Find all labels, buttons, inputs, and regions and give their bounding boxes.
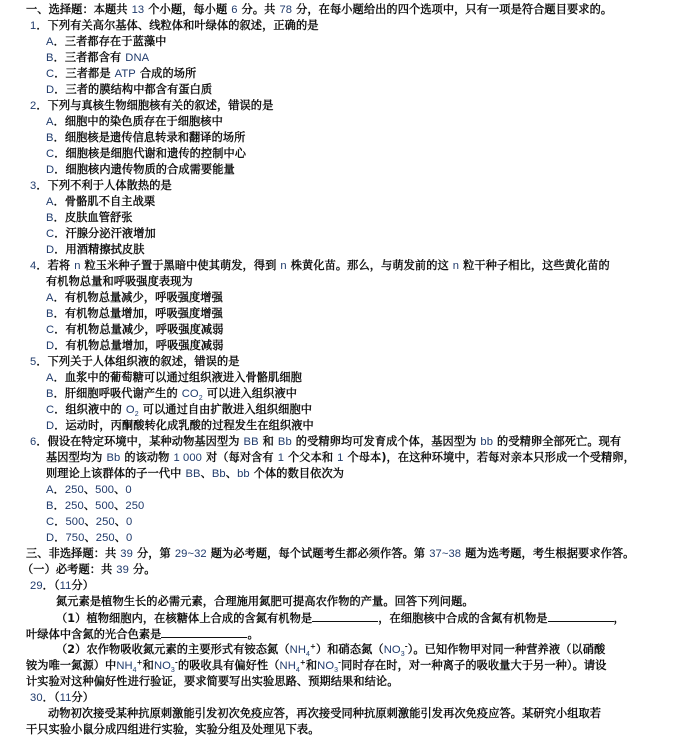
question-6-stem-line2: [46, 450, 635, 466]
formula-subscript: 4: [306, 651, 310, 659]
question-number: 5: [30, 356, 37, 368]
option-term: ATP: [114, 68, 136, 80]
option-text: 细胞核内遗传物质的合成需要能量: [65, 163, 235, 176]
option-text: 运动时，丙酮酸转化成乳酸的过程发生在组织液中: [65, 419, 314, 432]
question-1-stem: [30, 18, 319, 34]
q6-option-b: B．250、500、250: [46, 499, 145, 512]
section-points: 39: [120, 548, 133, 560]
header-text: 个小题，每小题: [144, 3, 232, 16]
part-text: （2）农作物吸收氮元素的主要形式有铵态氮（: [56, 643, 290, 656]
q5-option-d: D．运动时，丙酮酸转化成乳酸的过程发生在组织液中: [46, 419, 314, 432]
option-value: 0: [125, 484, 132, 496]
count: 1: [277, 452, 285, 464]
question-text: 粒干种子相比，这些黄化苗的: [459, 259, 610, 272]
question-number: 30: [30, 692, 43, 704]
option-text: 血浆中的葡萄糖可以通过组织液进入骨骼肌细胞: [64, 371, 302, 384]
option-text: 细胞核是遗传信息转录和翻译的场所: [64, 131, 246, 144]
question-text: 个体的数目依次为: [249, 467, 345, 480]
variable-n: n: [74, 260, 81, 272]
header-text: 一、选择题：本题共: [26, 3, 132, 16]
option-text: 可以通过自由扩散进入组织细胞中: [138, 403, 313, 416]
q6-option-d: D．750、250、0: [46, 531, 133, 544]
option-letter: C: [46, 68, 55, 80]
option-value: 250: [95, 516, 115, 528]
part-text: 。: [247, 628, 259, 641]
option-value: 0: [126, 516, 133, 528]
option-text: 骨骼肌不自主战栗: [64, 195, 156, 208]
separator: 、: [225, 467, 238, 480]
q4-option-d: D．有机物总量增加，呼吸强度减弱: [46, 339, 224, 352]
option-text: 组织液中的: [65, 403, 126, 416]
option-text: 三者都是: [65, 67, 115, 80]
option-letter: C: [46, 324, 55, 336]
header-text: 题为必考题，每个试题考生都必须作答。第: [206, 547, 430, 560]
nitrate-formula: NO: [317, 660, 335, 672]
option-value: 250: [64, 484, 84, 496]
option-letter: D: [46, 244, 55, 256]
ammonium-formula: NH: [279, 660, 296, 672]
question-29-part2: [56, 642, 605, 658]
option-letter: A: [46, 36, 54, 48]
header-text: 分，第: [132, 547, 175, 560]
genotype: bb: [480, 436, 494, 448]
question-number: 3: [30, 180, 37, 192]
genotype: Bb: [106, 452, 121, 464]
option-value: 0: [126, 532, 133, 544]
section3-header: [26, 546, 634, 562]
option-text: 用酒精擦拭皮肤: [65, 243, 145, 256]
q1-option-b: B．三者都含有 DNA: [46, 51, 150, 64]
charge-superscript: -: [338, 658, 342, 667]
chemical-formula: O: [125, 404, 135, 416]
question-30-header: 30．（11分）: [30, 691, 95, 704]
option-value: 500: [65, 516, 85, 528]
q1-option-c: C．三者都是 ATP 合成的场所: [46, 67, 197, 80]
part-text: 和: [305, 659, 318, 672]
option-text: 三者都存在于蓝藻中: [64, 35, 167, 48]
genotype: Bb: [277, 436, 292, 448]
header-text: 分。共: [237, 3, 280, 16]
question-points: 11: [59, 692, 72, 704]
separator: 、: [200, 467, 212, 480]
number-dot: ．: [36, 19, 48, 32]
formula-subscript: 3: [334, 667, 339, 675]
formula-subscript: 2: [134, 411, 139, 419]
part-text: 铵为唯一氮源）中: [26, 659, 117, 672]
formula-subscript: 4: [295, 667, 300, 675]
option-letter: B: [46, 132, 54, 144]
intro-text: 氮元素是植物生长的必需元素，合理施用氮肥可提高农作物的产量。回答下列问题。: [56, 595, 474, 608]
formula-subscript: 3: [170, 667, 175, 675]
question-4-stem-line2: [46, 274, 193, 290]
q4-option-c: C．有机物总量减少，呼吸强度减弱: [46, 323, 224, 336]
paren: （: [53, 691, 60, 704]
paren: （: [53, 579, 60, 592]
option-letter: B: [46, 500, 54, 512]
question-6-stem: 6．假设在特定环境中，某种动物基因型为 BB 和 Bb 的受精卵均可发育成个体，基因型为 bb 的受精卵全部死亡。现有: [30, 435, 622, 448]
question-text: 下列与真核生物细胞核有关的叙述，错误的是: [47, 99, 274, 112]
paren: 分）: [71, 691, 95, 704]
option-text: 有机物总量减少，呼吸强度增强: [64, 291, 223, 304]
option-letter: A: [46, 292, 54, 304]
optional-range: 37~38: [429, 548, 462, 560]
option-letter: A: [46, 484, 54, 496]
q1-option-a: A．三者都存在于蓝藻中: [46, 35, 167, 48]
question-text: 和: [258, 435, 278, 448]
option-value: 500: [95, 484, 115, 496]
question-count: 13: [131, 4, 145, 16]
nitrate-formula: NO: [153, 660, 171, 672]
option-value: 250: [95, 532, 115, 544]
option-text: 可以进入组织液中: [202, 387, 298, 400]
q5-option-a: A．血浆中的葡萄糖可以通过组织液进入骨骼肌细胞: [46, 371, 302, 384]
question-30-line2: [26, 722, 319, 738]
genotype: bb: [237, 468, 250, 480]
option-value: 500: [95, 500, 115, 512]
q2-option-a: A．细胞中的染色质存在于细胞核中: [46, 115, 223, 128]
header-text: 题为选考题，考生根据要求作答。: [461, 547, 635, 560]
subheader-text: （一）必考题：共: [22, 563, 117, 576]
option-letter: A: [46, 372, 54, 384]
part-text: （1）植物细胞内，在核糖体上合成的含氮有机物是: [56, 612, 313, 625]
option-text: 三者都含有: [64, 51, 126, 64]
question-text: 个母本)，在这种环境中，若每对亲本只形成一个受精卵，: [343, 451, 635, 464]
count: 1: [337, 452, 344, 464]
paren: 分）: [71, 579, 95, 592]
subsection-points: 39: [116, 564, 129, 576]
question-number: 6: [30, 436, 37, 448]
part-text: ）。已知作物甲对同一种营养液（以硝酸: [407, 643, 606, 656]
q2-option-c: C．细胞核是细胞代谢和遗传的控制中心: [46, 147, 247, 160]
option-text: 肝细胞呼吸代谢产生的: [64, 387, 182, 400]
q5-option-b: B．肝细胞呼吸代谢产生的 $CO_2$ 可以进入组织液中: [46, 387, 298, 403]
formula-subscript: 4: [132, 667, 137, 675]
formula-subscript: 3: [400, 651, 405, 659]
option-letter: C: [46, 228, 55, 240]
question-3-stem: 3．下列不利于人体散热的是: [30, 179, 172, 192]
option-text: 有机物总量增加，呼吸强度增强: [64, 307, 223, 320]
option-term: DNA: [125, 52, 150, 64]
q2-option-d: D．细胞核内遗传物质的合成需要能量: [46, 163, 235, 176]
q1-option-d: D．三者的膜结构中都含有蛋白质: [46, 83, 213, 96]
option-letter: B: [46, 308, 54, 320]
section1-header: [26, 2, 612, 18]
q6-option-c: C．500、250、0: [46, 515, 133, 528]
question-6-stem-line3: [46, 466, 344, 482]
option-text: 有机物总量减少，呼吸强度减弱: [65, 323, 224, 336]
answer-blank[interactable]: [548, 610, 614, 622]
option-letter: A: [46, 196, 54, 208]
section3-subheader: [22, 562, 156, 578]
question-number: 2: [30, 100, 37, 112]
header-text: 三、非选择题：共: [26, 547, 121, 560]
question-29-part1: [56, 610, 625, 626]
ammonium-formula: NH: [289, 644, 306, 656]
option-value: 750: [65, 532, 85, 544]
answer-blank[interactable]: [312, 610, 378, 622]
question-text: 假设在特定环境中，某种动物基因型为: [47, 435, 244, 448]
question-29-part2-line3: [26, 674, 399, 690]
question-text: 若将: [47, 259, 75, 272]
variable-n: n: [452, 260, 460, 272]
option-text: 有机物总量增加，呼吸强度减弱: [65, 339, 224, 352]
option-value: 250: [125, 500, 145, 512]
question-number: 29: [30, 580, 43, 592]
question-29-part1-line2: [26, 626, 259, 642]
question-text: 有机物总量和呼吸强度表现为: [46, 275, 193, 288]
question-text: 粒玉米种子置于黑暗中使其萌发，得到: [80, 259, 281, 272]
question-4-stem: 4．若将 n 粒玉米种子置于黑暗中使其萌发，得到 n 株黄化苗。那么，与萌发前的这 n 粒干种子相比，这些黄化苗的: [30, 259, 610, 272]
q5-option-c: C．组织液中的 $O_2$ 可以通过自由扩散进入组织细胞中: [46, 403, 313, 419]
question-text: 下列有关高尔基体、线粒体和叶绿体的叙述，正确的是: [47, 19, 319, 32]
charge-superscript: +: [136, 658, 143, 667]
part-text: 和: [142, 659, 154, 672]
option-letter: C: [46, 404, 55, 416]
genotype: Bb: [211, 468, 226, 480]
q6-option-a: A．250、500、0: [46, 483, 132, 496]
question-text: 基因型均为: [46, 451, 107, 464]
option-value: 250: [64, 500, 84, 512]
option-letter: A: [46, 116, 54, 128]
q2-option-b: B．细胞核是遗传信息转录和翻译的场所: [46, 131, 246, 144]
variable-n: n: [280, 260, 287, 272]
ammonium-formula: NH: [116, 660, 133, 672]
charge-superscript: -: [404, 642, 408, 651]
question-29-part2-line2: [26, 658, 606, 674]
charge-superscript: +: [310, 642, 316, 651]
q3-option-d: D．用酒精擦拭皮肤: [46, 243, 145, 256]
q3-option-c: C．汗腺分泌汗液增加: [46, 227, 156, 240]
question-text: 对（每对含有: [201, 451, 278, 464]
part-text: 的吸收具有偏好性（: [177, 659, 280, 672]
part-text: 同时存在时，对一种离子的吸收量大于另一种）。请设: [341, 659, 607, 672]
q3-option-b: B．皮肤血管舒张: [46, 211, 133, 224]
charge-superscript: +: [299, 658, 306, 667]
option-text: 细胞中的染色质存在于细胞核中: [64, 115, 223, 128]
points-per-question: 6: [231, 4, 238, 16]
question-29-header: 29．（11分）: [30, 579, 95, 592]
option-letter: C: [46, 516, 55, 528]
option-letter: D: [46, 84, 55, 96]
question-30-line1: [48, 706, 601, 722]
question-text: 株黄化苗。那么，与萌发前的这: [286, 259, 453, 272]
question-text: 干只实验小鼠分成四组进行实验，实验分组及处理见下表。: [26, 723, 320, 736]
question-number: 1: [30, 20, 37, 32]
question-2-stem: 2．下列与真核生物细胞核有关的叙述，错误的是: [30, 99, 274, 112]
nitrate-formula: NO: [383, 644, 401, 656]
option-letter: B: [46, 212, 54, 224]
part-text: ，: [613, 612, 625, 625]
genotype: BB: [243, 436, 259, 448]
formula-subscript: 2: [198, 395, 203, 403]
part-text: 计实验对这种偏好性进行验证，要求简要写出实验思路、预期结果和结论。: [26, 675, 399, 688]
subheader-text: 分。: [128, 563, 156, 576]
option-letter: D: [46, 340, 55, 352]
option-letter: D: [46, 164, 55, 176]
q4-option-b: B．有机物总量增加，呼吸强度增强: [46, 307, 223, 320]
part-text: 叶绿体中含氮的光合色素是: [26, 628, 162, 641]
question-text: 动物初次接受某种抗原刺激能引发初次免疫应答，再次接受同种抗原刺激能引发再次免疫应答。某研究小组取若: [48, 707, 602, 720]
question-text: 的受精卵均可发育成个体，基因型为: [291, 435, 481, 448]
option-letter: B: [46, 52, 54, 64]
pair-count: 1 000: [173, 452, 202, 464]
q3-option-a: A．骨骼肌不自主战栗: [46, 195, 156, 208]
question-29-intro: [56, 594, 474, 610]
q4-option-a: A．有机物总量减少，呼吸强度增强: [46, 291, 223, 304]
question-5-stem: 5．下列关于人体组织液的叙述，错误的是: [30, 355, 240, 368]
genotype: BB: [185, 468, 201, 480]
option-text: 汗腺分泌汗液增加: [65, 227, 156, 240]
question-points: 11: [59, 580, 72, 592]
charge-superscript: -: [174, 658, 178, 667]
option-letter: C: [46, 148, 55, 160]
option-letter: D: [46, 532, 55, 544]
required-range: 29~32: [174, 548, 207, 560]
option-letter: B: [46, 388, 54, 400]
option-text: 合成的场所: [135, 67, 197, 80]
question-text: 个父本和: [284, 451, 338, 464]
question-number: 4: [30, 260, 37, 272]
question-text: 下列不利于人体散热的是: [47, 179, 172, 192]
option-letter: D: [46, 420, 55, 432]
option-text: 细胞核是细胞代谢和遗传的控制中心: [65, 147, 247, 160]
question-text: 则理论上该群体的子一代中: [46, 467, 186, 480]
question-text: 的受精卵全部死亡。现有: [493, 435, 622, 448]
option-text: 三者的膜结构中都含有蛋白质: [65, 83, 213, 96]
header-text: 分，在每小题给出的四个选项中，只有一项是符合题目要求的。: [292, 3, 613, 16]
chemical-formula: CO: [181, 388, 199, 400]
question-text: 的该动物: [120, 451, 174, 464]
answer-blank[interactable]: [161, 626, 247, 638]
option-text: 皮肤血管舒张: [64, 211, 133, 224]
part-text: ）和硝态氮（: [315, 643, 384, 656]
part-text: ，在细胞核中合成的含氮有机物是: [378, 612, 548, 625]
question-text: 下列关于人体组织液的叙述，错误的是: [47, 355, 240, 368]
total-points: 78: [279, 4, 293, 16]
